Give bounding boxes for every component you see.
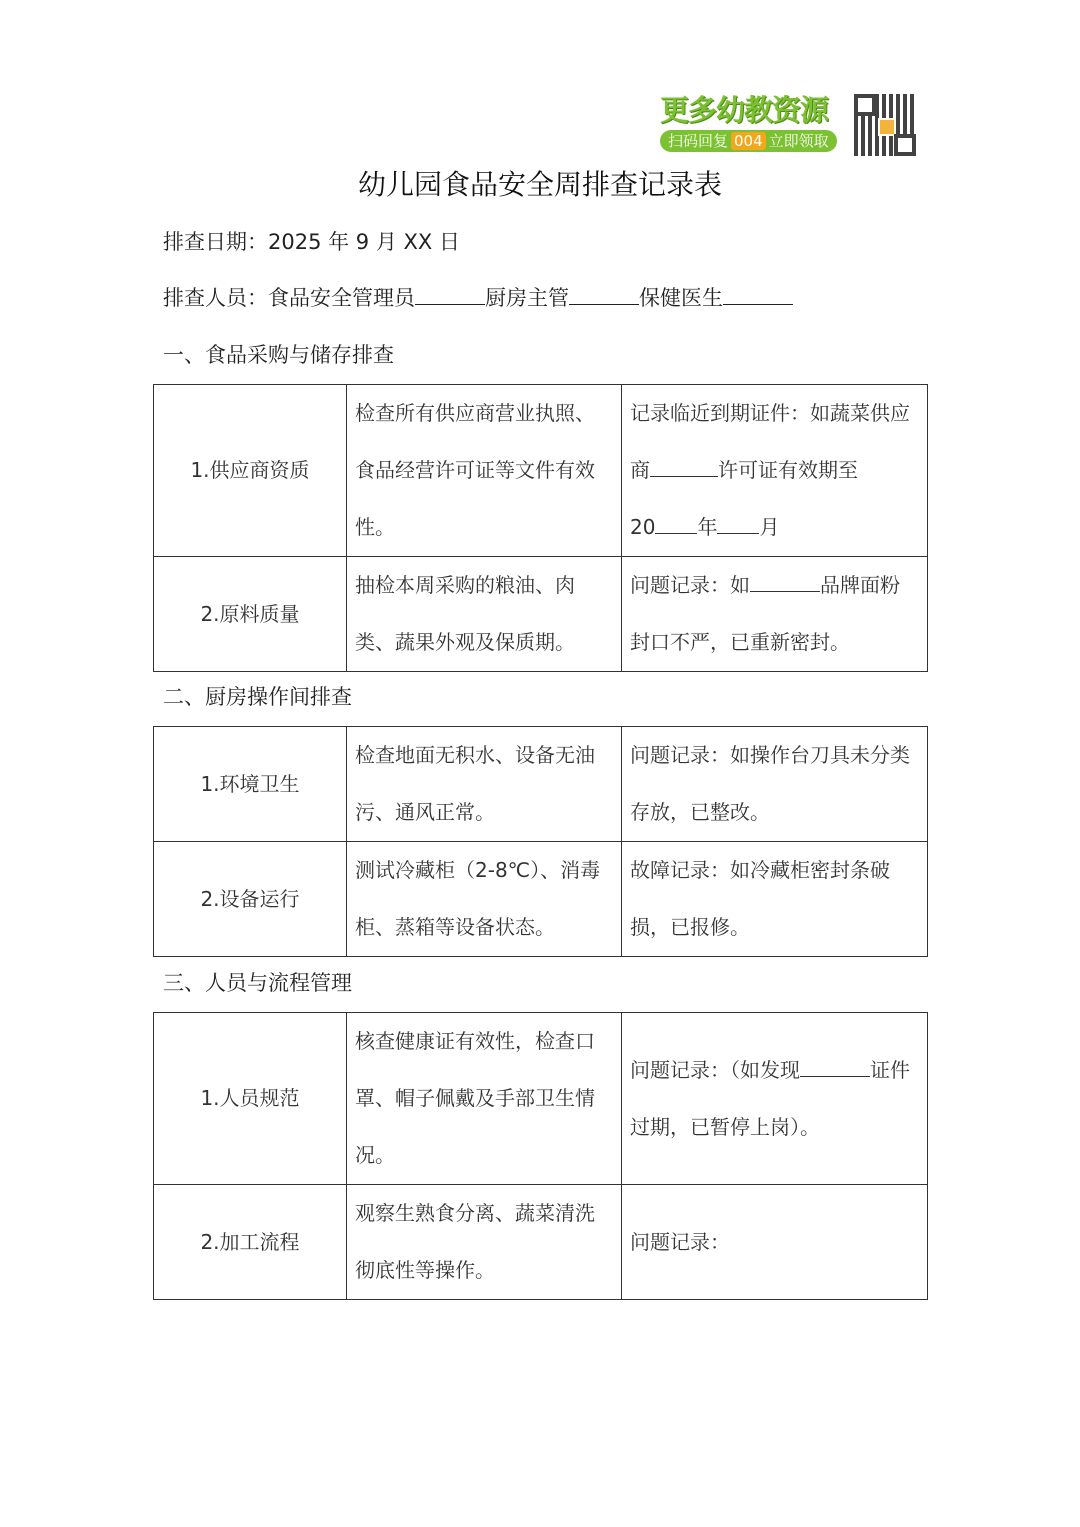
check-cell: 观察生熟食分离、蔬菜清洗彻底性等操作。: [347, 1185, 622, 1300]
table-row: [154, 727, 928, 842]
table-row: [154, 1013, 928, 1185]
section-heading-2: 二、厨房操作间排查: [163, 685, 352, 709]
table-row: [154, 385, 928, 557]
record-cell: [622, 385, 928, 557]
record-text: 年: [697, 515, 718, 539]
qr-logo: [878, 118, 896, 136]
check-cell: 检查所有供应商营业执照、食品经营许可证等文件有效性。: [347, 385, 622, 557]
fill-blank[interactable]: [655, 517, 697, 534]
staff-role-2: 厨房主管: [485, 286, 569, 310]
staff-role-3: 保健医生: [639, 286, 723, 310]
banner-title: 更多幼教资源: [660, 93, 829, 127]
section-table-1: [153, 384, 928, 672]
promo-banner[interactable]: [660, 94, 918, 156]
record-text: 记录临近到期证件：如蔬菜供应商: [630, 401, 910, 482]
check-cell: 测试冷藏柜（2-8℃）、消毒柜、蒸箱等设备状态。: [347, 842, 622, 957]
check-cell: 检查地面无积水、设备无油污、通风正常。: [347, 727, 622, 842]
banner-sub-code: 004: [731, 132, 766, 150]
check-cell: 抽检本周采购的粮油、肉类、蔬果外观及保质期。: [347, 557, 622, 672]
banner-sub-post: 立即领取: [768, 132, 829, 150]
section-table-3: [153, 1012, 928, 1300]
record-cell: [622, 557, 928, 672]
table-row: [154, 557, 928, 672]
record-text: 品牌面粉封口不严，已重新密封。: [630, 573, 900, 654]
table-row: [154, 1185, 928, 1300]
record-cell: [622, 1013, 928, 1185]
record-text: 月: [759, 515, 780, 539]
item-cell: 2.设备运行: [154, 842, 347, 957]
staff-blank-2[interactable]: [569, 286, 639, 305]
fill-blank[interactable]: [800, 1060, 870, 1077]
item-cell: 1.人员规范: [154, 1013, 347, 1185]
record-cell: 问题记录：如操作台刀具未分类存放，已整改。: [622, 727, 928, 842]
record-cell: 故障记录：如冷藏柜密封条破损，已报修。: [622, 842, 928, 957]
table-row: [154, 842, 928, 957]
staff-blank-1[interactable]: [415, 286, 485, 305]
record-text: 许可证有效期至: [718, 458, 858, 482]
inspection-staff: [163, 283, 793, 313]
staff-role-1: 食品安全管理员: [268, 286, 415, 310]
section-heading-1: 一、食品采购与储存排查: [163, 343, 394, 367]
item-cell: 2.加工流程: [154, 1185, 347, 1300]
section-table-2: [153, 726, 928, 957]
record-text: 问题记录：（如发现: [630, 1057, 800, 1082]
banner-subtitle: [660, 130, 837, 152]
page-title: 幼儿园食品安全周排查记录表: [357, 168, 722, 201]
fill-blank[interactable]: [650, 460, 718, 477]
item-cell: 1.供应商资质: [154, 385, 347, 557]
item-cell: 2.原料质量: [154, 557, 347, 672]
record-cell: 问题记录：: [622, 1185, 928, 1300]
check-cell: 核查健康证有效性，检查口罩、帽子佩戴及手部卫生情况。: [347, 1013, 622, 1185]
inspection-date: 排查日期：2025 年 9 月 XX 日: [163, 230, 460, 254]
banner-sub-pre: 扫码回复: [668, 132, 729, 150]
fill-blank[interactable]: [750, 575, 820, 592]
section-heading-3: 三、人员与流程管理: [163, 971, 352, 995]
qr-code-icon[interactable]: [854, 94, 916, 156]
staff-blank-3[interactable]: [723, 286, 793, 305]
fill-blank[interactable]: [717, 517, 759, 534]
record-text: 问题记录：如: [630, 573, 750, 597]
record-text: 证件过期，已暂停上岗）。: [630, 1057, 910, 1139]
staff-label: 排查人员：: [163, 286, 268, 310]
record-text: 20: [630, 515, 656, 539]
item-cell: 1.环境卫生: [154, 727, 347, 842]
